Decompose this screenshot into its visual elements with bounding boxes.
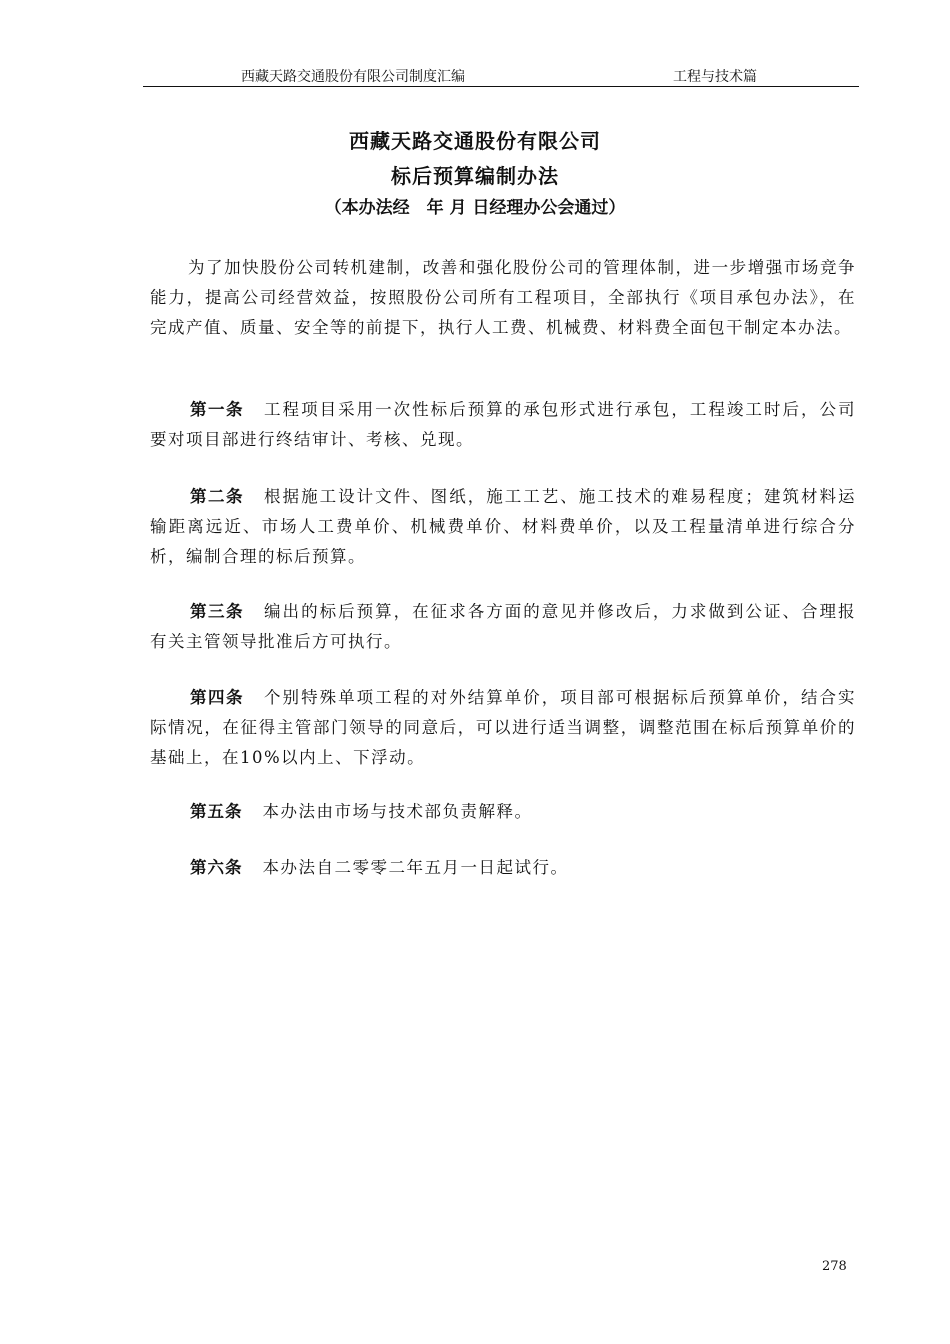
article-text: 个别特殊单项工程的对外结算单价，项目部可根据标后预算单价，结合实际情况，在征得主管部门领导的同意后，可以进行适当调整，调整范围在标后预算单价的基础上，在10%以内上、下浮动。 — [150, 688, 857, 767]
article-6 — [150, 853, 856, 883]
article-1 — [150, 395, 856, 455]
document-subtitle: （本办法经 年 月 日经理办公会通过） — [324, 198, 626, 218]
document-title-regulation: 标后预算编制办法 — [391, 164, 559, 188]
header-collection-title: 西藏天路交通股份有限公司制度汇编 — [241, 69, 465, 85]
article-text: 编出的标后预算，在征求各方面的意见并修改后，力求做到公证、合理报有关主管领导批准后方可执行。 — [150, 602, 857, 651]
page-header — [143, 62, 859, 87]
article-text: 工程项目采用一次性标后预算的承包形式进行承包，工程竣工时后，公司要对项目部进行终结审计、考核、兑现。 — [150, 400, 857, 449]
document-title-company: 西藏天路交通股份有限公司 — [349, 129, 601, 153]
article-text: 本办法自二零零二年五月一日起试行。 — [262, 858, 569, 877]
article-text: 本办法由市场与技术部负责解释。 — [262, 802, 533, 821]
header-section-title: 工程与技术篇 — [673, 69, 757, 85]
article-4 — [150, 683, 856, 773]
article-label: 第四条 — [190, 688, 245, 707]
article-3 — [150, 597, 856, 657]
article-2 — [150, 482, 856, 572]
article-5 — [150, 797, 856, 827]
article-text: 根据施工设计文件、图纸，施工工艺、施工技术的难易程度；建筑材料运输距离远近、市场人工费单价、机械费单价、材料费单价，以及工程量清单进行综合分析，编制合理的标后预算。 — [150, 487, 857, 566]
article-label: 第六条 — [190, 858, 243, 877]
page-number: 278 — [822, 1259, 847, 1274]
article-label: 第五条 — [190, 802, 243, 821]
article-label: 第三条 — [190, 602, 245, 621]
article-label: 第二条 — [190, 487, 245, 506]
intro-paragraph: 为了加快股份公司转机建制，改善和强化股份公司的管理体制，进一步增强市场竞争能力，提高公司经营效益，按照股份公司所有工程项目，全部执行《项目承包办法》，在完成产值、质量、安全等的前提下，执行人工费、机械费、材料费全面包干制定本办法。 — [150, 258, 856, 337]
article-label: 第一条 — [190, 400, 245, 419]
